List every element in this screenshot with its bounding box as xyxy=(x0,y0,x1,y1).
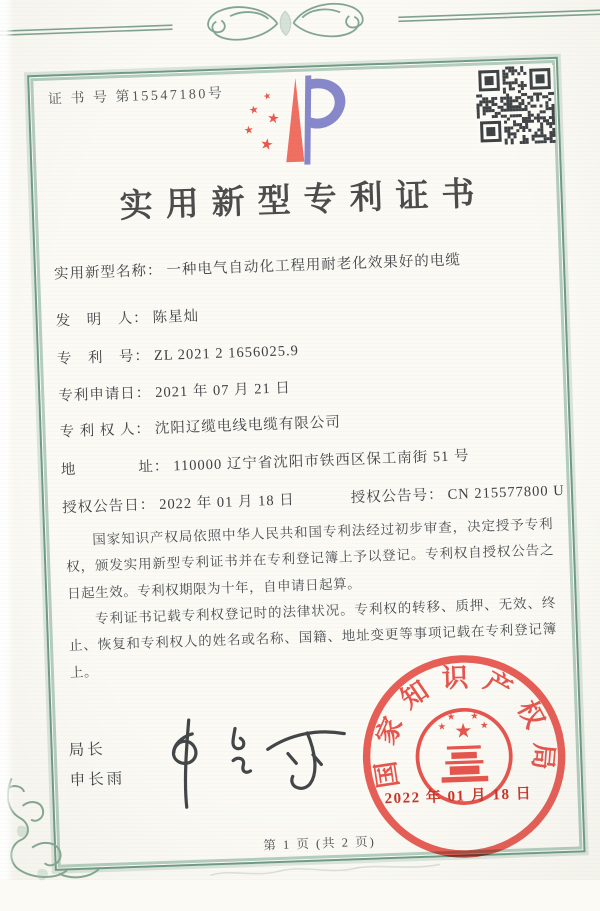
top-scroll-ornament xyxy=(0,0,600,57)
certificate-border-frame xyxy=(27,57,585,871)
field-row-name xyxy=(54,245,546,283)
svg-text:★: ★ xyxy=(247,102,261,118)
seal-ring-text: 国家知识产权局 xyxy=(368,661,560,790)
field-label: 专 利 权 人： xyxy=(59,421,152,441)
certificate-title: 实用新型专利证书 xyxy=(119,176,489,226)
svg-text:★: ★ xyxy=(479,720,489,732)
legal-paragraph-1: 国家知识产权局依照中华人民共和国专利法经过初步审查，决定授予专利权，颁发实用新型专利证书并在专利登记簿上予以登记。专利权自授权公告之日起生效。专利权期限为十年，自申请日起算。 xyxy=(66,516,555,601)
qr-code xyxy=(475,65,556,146)
svg-text:★: ★ xyxy=(266,110,281,128)
field-value: 2021 年 07 月 21 日 xyxy=(154,380,292,402)
field-value: 一种电气自动化工程用耐老化效果好的电缆 xyxy=(166,252,462,279)
legal-paragraph-2: 专利证书记载专利权登记时的法律状况。专利权的转移、质押、无效、终止、恢复和专利权人的姓名或名称、国籍、地址变更等事项记载在专利登记簿上。 xyxy=(68,595,558,680)
field-value: 2022 年 01 月 18 日 xyxy=(158,492,296,513)
field-label: 授权公告日： xyxy=(61,497,156,517)
field-row-patent-number xyxy=(57,330,549,368)
field-label: 专 利 号： xyxy=(56,348,151,368)
field-row-grant xyxy=(61,479,565,517)
field-label: 发 明 人： xyxy=(55,310,149,330)
seal-date: 2022 年 01 月 18 日 xyxy=(384,786,533,808)
logo-p-shape xyxy=(301,74,347,164)
field-label: 实用新型名称： xyxy=(53,262,163,283)
svg-text:★: ★ xyxy=(258,134,275,155)
field-row-address xyxy=(60,441,552,479)
commissioner-title: 局长 xyxy=(68,740,106,760)
cnipa-logo xyxy=(229,68,357,172)
logo-stars xyxy=(242,91,282,155)
svg-text:★: ★ xyxy=(453,718,473,743)
field-row-inventor xyxy=(55,292,547,330)
logo-red-wedge xyxy=(283,78,304,163)
field-value: 沈阳辽缆电线电缆有限公司 xyxy=(154,414,342,438)
field-label: 专利申请日： xyxy=(58,385,152,405)
field-label: 授权公告号： xyxy=(350,487,444,507)
certificate-number: 证 书 号 第15547180号 xyxy=(47,86,225,108)
field-row-patentee xyxy=(59,403,551,441)
field-row-filing-date xyxy=(58,367,550,405)
svg-text:★: ★ xyxy=(242,122,255,138)
national-emblem xyxy=(437,711,490,783)
svg-text:★: ★ xyxy=(262,91,273,103)
svg-text:★: ★ xyxy=(446,711,456,723)
field-value: 陈星灿 xyxy=(152,308,200,327)
corner-flourish-ornament xyxy=(0,773,102,894)
svg-text:★: ★ xyxy=(469,710,479,723)
svg-text:★: ★ xyxy=(437,721,447,733)
field-value: ZL 2021 2 1656025.9 xyxy=(153,342,300,365)
field-label: 地 址： xyxy=(60,458,170,479)
field-value: 110000 辽宁省沈阳市铁西区保工南街 51 号 xyxy=(173,448,470,475)
page-number: 第 1 页 (共 2 页) xyxy=(263,834,377,853)
commissioner-name: 申长雨 xyxy=(69,770,126,790)
field-value: CN 215577800 U xyxy=(447,482,565,503)
commissioner-signature xyxy=(136,704,369,812)
